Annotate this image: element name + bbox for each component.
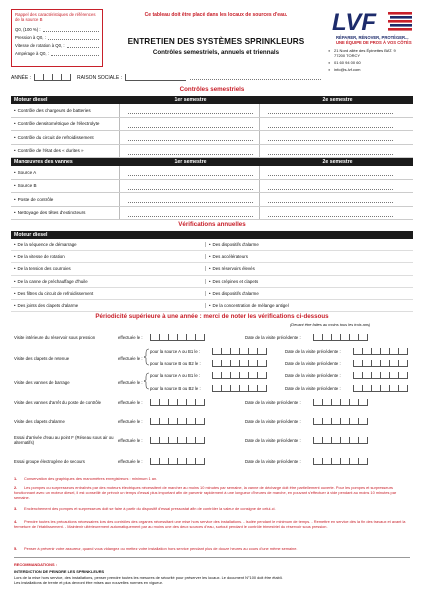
check-item[interactable]: • Des joints des clapets d'alarme [14,303,79,309]
row-label: Visite des clapets d'alarme [14,419,65,424]
item-label: De la séquence de démarrage [17,242,77,248]
table-row [11,288,413,300]
cell-semestre-1[interactable] [119,166,259,179]
date-input[interactable] [150,458,205,465]
table-row [11,300,413,312]
reference-line[interactable] [15,25,99,33]
table-row: • Contrôle de l'état des « durites » [11,145,413,159]
row-label: Visite des vannes de barrage [14,380,70,385]
cell-semestre-1[interactable] [119,118,259,131]
annuelles-table [11,231,413,312]
page-subtitle: Contrôles semestriels, annuels et triennals [152,49,280,56]
table-row: • Source B [11,180,413,194]
cell-semestre-2[interactable] [259,180,399,193]
table-row: • Poste de contrôle [11,193,413,207]
previous-date-input[interactable] [353,372,408,379]
date-input[interactable] [150,399,205,406]
source-line [150,372,408,379]
table-row [11,263,413,275]
mail-icon: ● [328,67,331,72]
recommandations-subtitle: INTERDICTION DE PEINDRE LES SPRINKLEURS [14,569,105,575]
semestriels-title: Contrôles semestriels [179,86,245,93]
reference-box [11,9,103,67]
annee-label: ANNÉE : [11,74,32,81]
precedente-label: Date de la visite précédente : [245,419,301,424]
periodic-row [14,435,368,445]
phone-icon: ● [328,60,331,65]
note-text: Enclenchement des pompes et surpresseurs doit se faire à partir du dispositif d'essai pressostat afin de contrôler la valeur de consigne de celui-ci. [24,506,276,511]
date-input[interactable] [212,348,267,355]
note-text: Conservation des graphiques des manomètres enregistreurs : minimum 1 an. [24,476,158,481]
effectuee-label: effectuée le : [118,356,143,361]
source-line [150,385,408,392]
cell-semestre-1[interactable] [119,131,259,144]
divider [14,557,410,558]
brand-tagline: RÉPARER, RÉNOVER, PROTÉGER... [336,35,409,40]
periodic-row [14,418,368,425]
note-number: 1. [14,476,18,481]
row-label: Nettoyage des têtes d'extincteurs [17,210,86,216]
precedente-label: Date de la visite précédente : [245,437,301,443]
check-item[interactable]: • De la tension des courroies [14,266,71,272]
reference-line[interactable] [15,49,99,57]
item-label: De la concentration de mélange antigel [212,303,289,309]
table-row: • Contrôle des chargeurs de batteries [11,104,413,118]
reference-label: Vitesse de rotation à Q0, : [15,42,65,48]
check-item[interactable]: • De la canne de préchauffage d'huile [14,278,88,284]
note-number: 2. [14,485,18,490]
previous-date-input[interactable] [353,385,408,392]
reference-line[interactable] [15,41,99,49]
precedente-label: Date de la visite précédente : [245,335,301,340]
check-item[interactable]: • Des dispositifs d'alarme [205,291,399,296]
date-input[interactable] [212,360,267,367]
source-label: pour la source B ou B2 le : [150,386,201,391]
header-label: Moteur diesel [14,232,48,238]
row-label: Contrôle densitométrique de l'électrolyte [17,121,100,127]
date-input[interactable] [150,418,205,425]
check-item[interactable]: • De la vitesse de rotation [14,254,65,260]
date-input[interactable] [212,385,267,392]
brace-icon [144,348,150,366]
page-title: ENTRETIEN DES SYSTÈMES SPRINKLEURS [127,37,305,46]
header-col2: 2e semestre [322,97,353,103]
item-label: De la vitesse de rotation [17,254,65,260]
previous-date-input[interactable] [353,360,408,367]
annuelles-title: Vérifications annuelles [178,221,246,228]
address-line-1: 21 Nord allée des Épinettes BAT. 9 [334,48,396,53]
table-header [11,158,413,166]
header-col2: 2e semestre [322,159,353,165]
previous-date-input[interactable] [353,348,408,355]
item-label: Des joints des clapets d'alarme [17,303,79,309]
check-item[interactable]: • Des crépines et clapets [205,279,399,284]
reference-box-title: Rappel des caractéristiques de références de la source B [15,12,96,22]
cell-semestre-2[interactable] [259,166,399,179]
table-row: • Source A [11,166,413,180]
table-header [11,231,413,239]
reference-label: Q0, (100 %) : [15,26,41,32]
previous-date-input[interactable] [313,437,368,444]
note-number: 3. [14,506,18,511]
note-number: 5. [14,546,18,551]
periodic-row [14,380,150,385]
cell-semestre-2[interactable] [259,131,399,144]
date-input[interactable] [212,372,267,379]
row-label: Source B [17,183,37,189]
reference-label: Ampérage à Q0, : [15,50,49,56]
effectuee-label: effectuée le : [118,459,143,464]
row-label: Essai groupe électrogène de secours [14,459,85,464]
previous-date-input[interactable] [313,458,368,465]
brand-tagline-2: UNE ÉQUIPE DE PROS À VOS CÔTÉS [336,40,412,45]
check-item[interactable]: • De la séquence de démarrage [14,242,77,248]
item-label: Des accélérateurs [212,254,248,260]
note-number: 4. [14,519,18,524]
check-item[interactable]: • Des accélérateurs [205,254,399,259]
cell-semestre-1[interactable] [119,207,259,220]
row-label: Contrôle des chargeurs de batteries [17,107,91,113]
cell-semestre-1[interactable] [119,145,259,158]
row-label: Poste de contrôle [17,196,54,202]
table-row [11,239,413,251]
raison-sociale-input[interactable] [125,74,186,81]
effectuee-label: effectuée le : [118,380,143,385]
header-col1: 1er semestre [174,97,207,103]
row-label: Visite des clapets de retenue [14,356,70,361]
recommandations-title: RECOMMANDATIONS : [14,562,57,567]
cell-semestre-2[interactable] [259,145,399,158]
notice: Ce tableau doit être placé dans les locaux de sources d'eau. [144,12,288,18]
cell-semestre-2[interactable] [259,193,399,206]
previous-date-input[interactable] [313,418,368,425]
periodic-row [14,356,150,361]
vannes-semestriel-table [11,158,413,220]
note-item [14,485,406,500]
source-label: pour la source B ou B2 le : [150,361,201,366]
row-label: Contrôle de l'état des « durites » [17,148,84,154]
item-label: De la tension des courroies [17,266,71,272]
periodicite-subnote: (Devant être faites au moins tous les trois ans) [290,322,371,327]
note-item [14,506,406,511]
table-row: • Contrôle du circuit de refroidissement [11,131,413,145]
source-label: pour la source A ou B1 le : [150,349,201,354]
effectuee-label: effectuée le : [118,335,143,340]
periodicite-title: Périodicité supérieure à une année : merci de noter les vérifications ci-dessous [95,313,329,320]
source-line [150,360,408,367]
item-label: De la canne de préchauffage d'huile [17,278,88,284]
header-label: Moteur diesel [14,97,48,103]
moteur-semestriel-table [11,96,413,158]
row-label: Visite intérieure du réservoir sous pression [14,335,96,340]
annee-input[interactable] [34,74,71,81]
recommandation-line: Lors de la mise hors service, des installations, penser prendre toutes les mesures de sécurité pour préserver les locaux. Le document N°100 doit être établi. [14,574,283,580]
row-label: Contrôle du circuit de refroidissement [17,134,94,140]
effectuee-label: effectuée le : [118,437,143,443]
raison-sociale-label: RAISON SOCIALE : [77,74,123,81]
row-label: Visite des vannes d'arrêt du poste de contrôle [14,400,101,405]
check-item[interactable]: • Des dispositifs d'alarme [205,242,399,247]
header-col1: 1er semestre [174,159,207,165]
periodic-row [14,458,368,465]
table-row: • Contrôle densitométrique de l'électrolyte [11,118,413,132]
header-label: Manœuvres des vannes [14,159,73,165]
cell-semestre-1[interactable] [119,193,259,206]
source-line [150,348,408,355]
contact-block [328,48,422,72]
check-item[interactable]: • Des réservoirs élevés [205,266,399,271]
date-input[interactable] [150,437,205,444]
item-label: Des filtres du circuit de refroidissement [17,290,94,296]
recommandations [14,562,410,586]
recommandation-line: Les installations de trente et plus devront être mises aux nouvelles normes en vigueur. [14,580,163,586]
note-text: Prendre toutes les précautions nécessaires lors des contrôles des organes nécessitant une mise hors service des installations. - Isolée pendant le minimum de temps. - Remettre en service dès la fin des travaux et avant la fermeture de l'établissement. - Maintenir ultérieurement automatiquement par au moins une des deux sources d'eau, surtout pendant le contrôle trimestriel du réservoir sous pression. [14,519,406,529]
table-row [11,251,413,263]
header-fields [11,74,321,81]
row-label: Essai d'arrivée d'eau au point F (Réseau sous air ou alternatifs) [14,435,114,445]
cell-semestre-2[interactable] [259,118,399,131]
precedente-label: Date de la visite précédente : [245,400,301,405]
note-text: Les pompes ou surpresseurs entraînés par des moteurs électriques nécessitent de marcher au moins 10 minutes par semaine, la vanne de décharge doit être partiellement ouverte. Pour les pompes et surpresseurs fonctionnant avec un moteur diesel, il est conseillé de prévoir un temps d'essai plus important afin de parvenir rapidement à une longueur d'heures de marche, en pouvant s'effectuer à vide pendant au moins 10 minutes par semaine. [14,485,397,500]
precedente-label: Date de la visite précédente : [285,349,341,354]
cell-semestre-1[interactable] [119,180,259,193]
previous-date-input[interactable] [313,334,368,341]
item-label: Des dispositifs d'alarme [212,290,259,296]
address-line-2: 77200 TORCY [334,53,361,58]
lvf-logo-icon [330,8,416,34]
brace-icon [144,372,150,390]
date-input[interactable] [150,334,205,341]
email: info@s-lvf.com [334,67,361,72]
note-text: Penser à prévenir votre assureur, quand vous vidangez ou mettez votre installation hors service pendant plus de douze heures au cours d'une même semaine. [24,546,298,551]
periodic-row [14,399,368,406]
location-pin-icon: ● [328,48,331,53]
row-label: Source A [17,169,37,175]
effectuee-label: effectuée le : [118,400,143,405]
item-label: Des réservoirs élevés [212,266,255,272]
item-label: Des crépines et clapets [212,278,259,284]
note-item [14,476,406,481]
check-item[interactable]: • Des filtres du circuit de refroidissement [14,290,94,296]
brand-logo [330,8,416,38]
table-row [11,276,413,288]
periodic-row [14,334,368,341]
precedente-label: Date de la visite précédente : [285,373,341,378]
cell-semestre-2[interactable] [259,207,399,220]
previous-date-input[interactable] [313,399,368,406]
precedente-label: Date de la visite précédente : [245,459,301,464]
reference-line[interactable] [15,33,99,41]
logo-text: LVF [332,9,377,34]
reference-label: Pression à Q0, : [15,34,46,40]
precedente-label: Date de la visite précédente : [285,386,341,391]
phone: 01 60 94 00 60 [334,60,361,65]
note-item [14,546,406,551]
source-label: pour la source A ou B1 le : [150,373,201,378]
item-label: Des dispositifs d'alarme [212,242,259,248]
note-item [14,519,406,529]
check-item[interactable]: • De la concentration de mélange antigel [205,303,399,308]
effectuee-label: effectuée le : [118,419,143,424]
cell-semestre-1[interactable] [119,104,259,117]
cell-semestre-2[interactable] [259,104,399,117]
table-header [11,96,413,104]
precedente-label: Date de la visite précédente : [285,361,341,366]
table-row: • Nettoyage des têtes d'extincteurs [11,207,413,221]
